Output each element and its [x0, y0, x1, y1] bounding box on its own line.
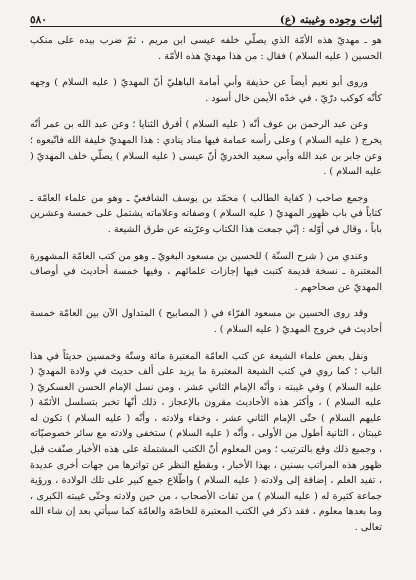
page-body [30, 27, 382, 536]
paragraph-4: وجمع صاحب ( كفاية الطالب ) محمّد بن يوسف الشافعيّ ـ وهو من علماء العامّة ـ كتاباً في باب ظهور المهديّ ( عليه السلام ) وصفاته وعلاماته يشتمل على خمسة وعشرين باباً ، وقال في أوّله : إنّي جمعت هذا الكتاب وعرّيته عن طرق الشيعة . [30, 192, 382, 235]
paragraph-6: وقد روى الحسين بن مسعود الفرّاء في ( المصابيح ) المتداول الآن بين العامّة خمسة أحاديث في خروج المهديّ ( عليه السلام ) . [30, 308, 382, 335]
page-number: ٥٨٠ [30, 14, 47, 26]
paragraph-5: وعندي من ( شرح السنّة ) للحسين بن مسعود البغويّ ـ وهو من كتب العامّة المشهورة المعتبرة ـ نسخة قديمة كتبت فيها إجازات علمائهم ، وفيها خمسة أحاديث في أوصاف المهديّ عن صحاحهم . [30, 250, 382, 293]
paragraph-2: وروى أبو نعيم أيضاً عن حذيفة وأبي أمامة الباهليّ أنّ المهديّ ( عليه السلام ) وجهه كأنّه كوكب درّيّ ، في خدّه الأيمن خال أسود . [30, 77, 382, 104]
paragraph-3: وعن عبد الرحمن بن عوف أنّه ( عليه السلام ) أفرق الثنايا ؛ وعن عبد الله بن عمر أنّه يخرج ( عليه السلام ) وعلى رأسه عمامة فيها مناد ينادي : هذا المهديّ خليفة الله فاتّبعوه ؛ وعن جابر بن عبد الله وأبي سعيد الخدريّ أنّ عيسى ( عليه السلام ) يصلّي خلف المهديّ ( عليه السلام ) . [30, 119, 382, 178]
running-header [30, 6, 382, 27]
paragraph-7: ونقل بعض علماء الشيعة عن كتب العامّة المعتبرة مائة وستّة وخمسين حديثاً في هذا الباب ؛ كما روي في كتب الشيعة المعتبرة ما يزيد على ألف حديث في ولادة المهديّ ( عليه السلام ) وفي غيبته ، وأنّه الإمام الثاني عشر ، ومن نسل الإمام الحسن العسكريّ ( عليه السلام ) ، وأكثر هذه الأحاديث مقرون بالإعجاز ، ذلك أنّها تخبر بتسلسل الأئمّة ( عليهم السلام ) حتّى الإمام الثاني عشر ، وخفاء ولادته ، وأنّه ( عليه السلام ) تكون له غيبتان ، الثانية أطول من الأولى ، وأنّه ( عليه السلام ) ستخفى ولادته مع سائر خصوصيّاته ، وجميع ذلك وقع بالترتيب ؛ ومن المعلوم أنّ الكتب المشتملة على هذه الأخبار صنّفت قبل ظهور هذه المراتب بسنين ، بهذا الأخبار ، وبقطع النظر عن تواترها من جهات أخرى عديدة ، تفيد العلم ، إضافة إلى ولادته ( عليه السلام ) واطّلاع جمع كبير على تلك الولادة ، ورؤية جماعة كثيرة له ( عليه السلام ) من ثقات الأصحاب ، من حين ولادته وحتّى غيبته الكبرى ، وما بعدها معلوم ، فقد ذكر في الكتب المعتبرة للخاصّة والعامّة كما سيأتي بعد إن شاء الله تعالى . [30, 350, 382, 534]
paragraph-1: هو ـ مهديّ هذه الأمّة الذي يصلّي خلفه عيسى ابن مريم ، ثمّ ضرب بيده على منكب الحسين ( عليه السلام ) فقال : من هذا مهديّ هذه الأمّة . [30, 35, 382, 62]
running-title: إثبات وجوده وغيبته (ع) [279, 14, 382, 26]
